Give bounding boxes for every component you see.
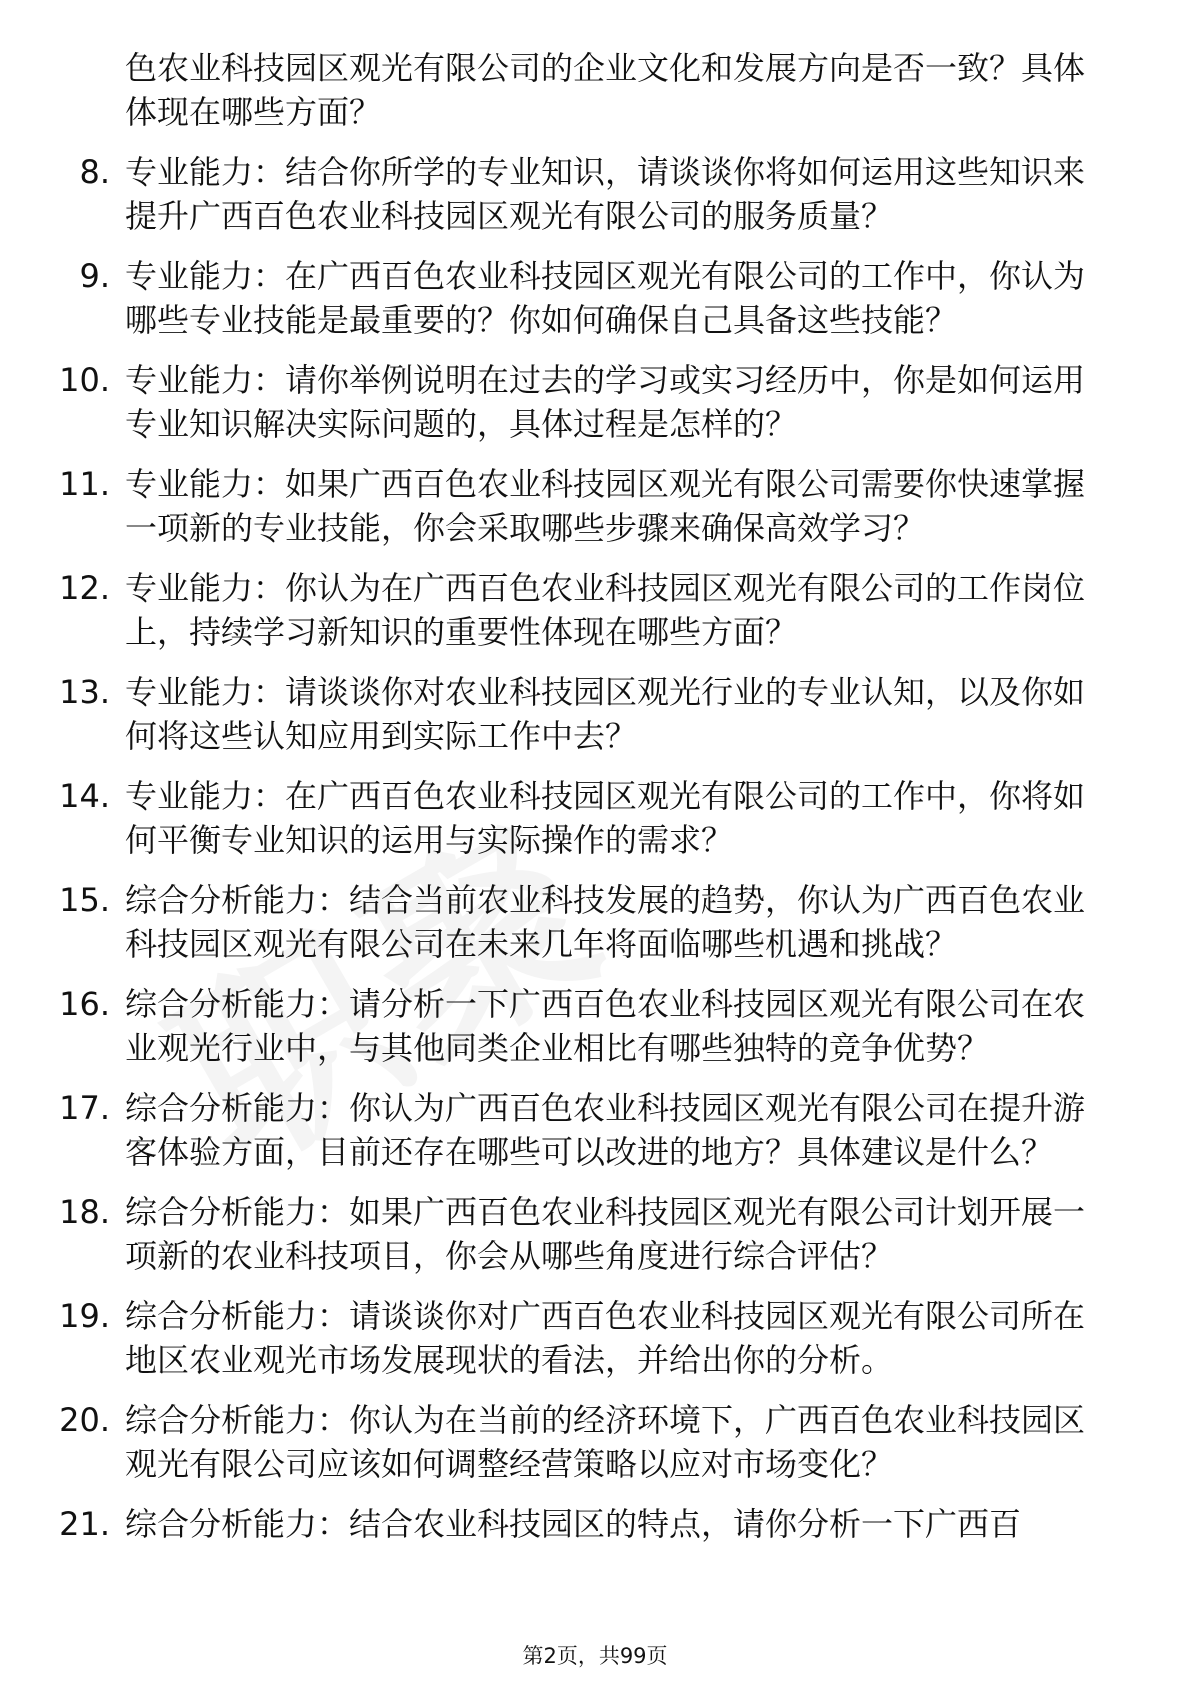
question-text: 综合分析能力：结合当前农业科技发展的趋势，你认为广西百色农业科技园区观光有限公司在未来几年将面临哪些机遇和挑战？ (125, 881, 1086, 963)
question-list (0, 150, 1190, 1546)
question-number: 17. (59, 1089, 110, 1127)
question-text: 专业能力：请你举例说明在过去的学习或实习经历中，你是如何运用专业知识解决实际问题的，具体过程是怎样的？ (125, 361, 1086, 443)
question-item (0, 1502, 1120, 1546)
question-item (0, 462, 1120, 550)
question-text: 综合分析能力：请分析一下广西百色农业科技园区观光有限公司在农业观光行业中，与其他同类企业相比有哪些独特的竞争优势？ (125, 985, 1086, 1067)
question-text: 专业能力：在广西百色农业科技园区观光有限公司的工作中，你认为哪些专业技能是最重要的？你如何确保自己具备这些技能？ (125, 257, 1086, 339)
question-number: 11. (59, 465, 110, 503)
question-text: 综合分析能力：请谈谈你对广西百色农业科技园区观光有限公司所在地区农业观光市场发展现状的看法，并给出你的分析。 (125, 1297, 1086, 1379)
question-text: 专业能力：如果广西百色农业科技园区观光有限公司需要你快速掌握一项新的专业技能，你会采取哪些步骤来确保高效学习？ (125, 465, 1086, 547)
question-text: 综合分析能力：结合农业科技园区的特点，请你分析一下广西百 (125, 1505, 1022, 1543)
question-number: 18. (59, 1193, 110, 1231)
question-number: 13. (59, 673, 110, 711)
question-text: 综合分析能力：如果广西百色农业科技园区观光有限公司计划开展一项新的农业科技项目，你会从哪些角度进行综合评估？ (125, 1193, 1086, 1275)
question-number: 19. (59, 1297, 110, 1335)
question-number: 16. (59, 985, 110, 1023)
question-item (0, 254, 1120, 342)
page-content (0, 46, 1190, 1546)
page-footer: 第2页，共99页 (522, 1644, 668, 1668)
question-item (0, 982, 1120, 1070)
question-number: 20. (59, 1401, 110, 1439)
question-item (0, 566, 1120, 654)
question-item (0, 670, 1120, 758)
question-text: 专业能力：你认为在广西百色农业科技园区观光有限公司的工作岗位上，持续学习新知识的重要性体现在哪些方面？ (125, 569, 1086, 651)
question-item (0, 878, 1120, 966)
question-item (0, 358, 1120, 446)
question-item (0, 774, 1120, 862)
question-text: 综合分析能力：你认为广西百色农业科技园区观光有限公司在提升游客体验方面，目前还存在哪些可以改进的地方？具体建议是什么？ (125, 1089, 1086, 1171)
question-number: 21. (59, 1505, 110, 1543)
question-number: 9. (79, 257, 110, 295)
question-text: 专业能力：请谈谈你对农业科技园区观光行业的专业认知，以及你如何将这些认知应用到实际工作中去？ (125, 673, 1086, 755)
question-number: 12. (59, 569, 110, 607)
question-text: 专业能力：在广西百色农业科技园区观光有限公司的工作中，你将如何平衡专业知识的运用与实际操作的需求？ (125, 777, 1086, 859)
question-item (0, 1398, 1120, 1486)
question-item (0, 1086, 1120, 1174)
question-item (0, 1190, 1120, 1278)
question-number: 8. (79, 153, 110, 191)
question-item (0, 1294, 1120, 1382)
question-number: 15. (59, 881, 110, 919)
question-item (0, 150, 1120, 238)
question-number: 10. (59, 361, 110, 399)
question-number: 14. (59, 777, 110, 815)
question-text: 综合分析能力：你认为在当前的经济环境下，广西百色农业科技园区观光有限公司应该如何调整经营策略以应对市场变化？ (125, 1401, 1086, 1483)
continuation-paragraph: 色农业科技园区观光有限公司的企业文化和发展方向是否一致？具体体现在哪些方面？ (125, 49, 1086, 131)
question-text: 专业能力：结合你所学的专业知识，请谈谈你将如何运用这些知识来提升广西百色农业科技园区观光有限公司的服务质量？ (125, 153, 1086, 235)
